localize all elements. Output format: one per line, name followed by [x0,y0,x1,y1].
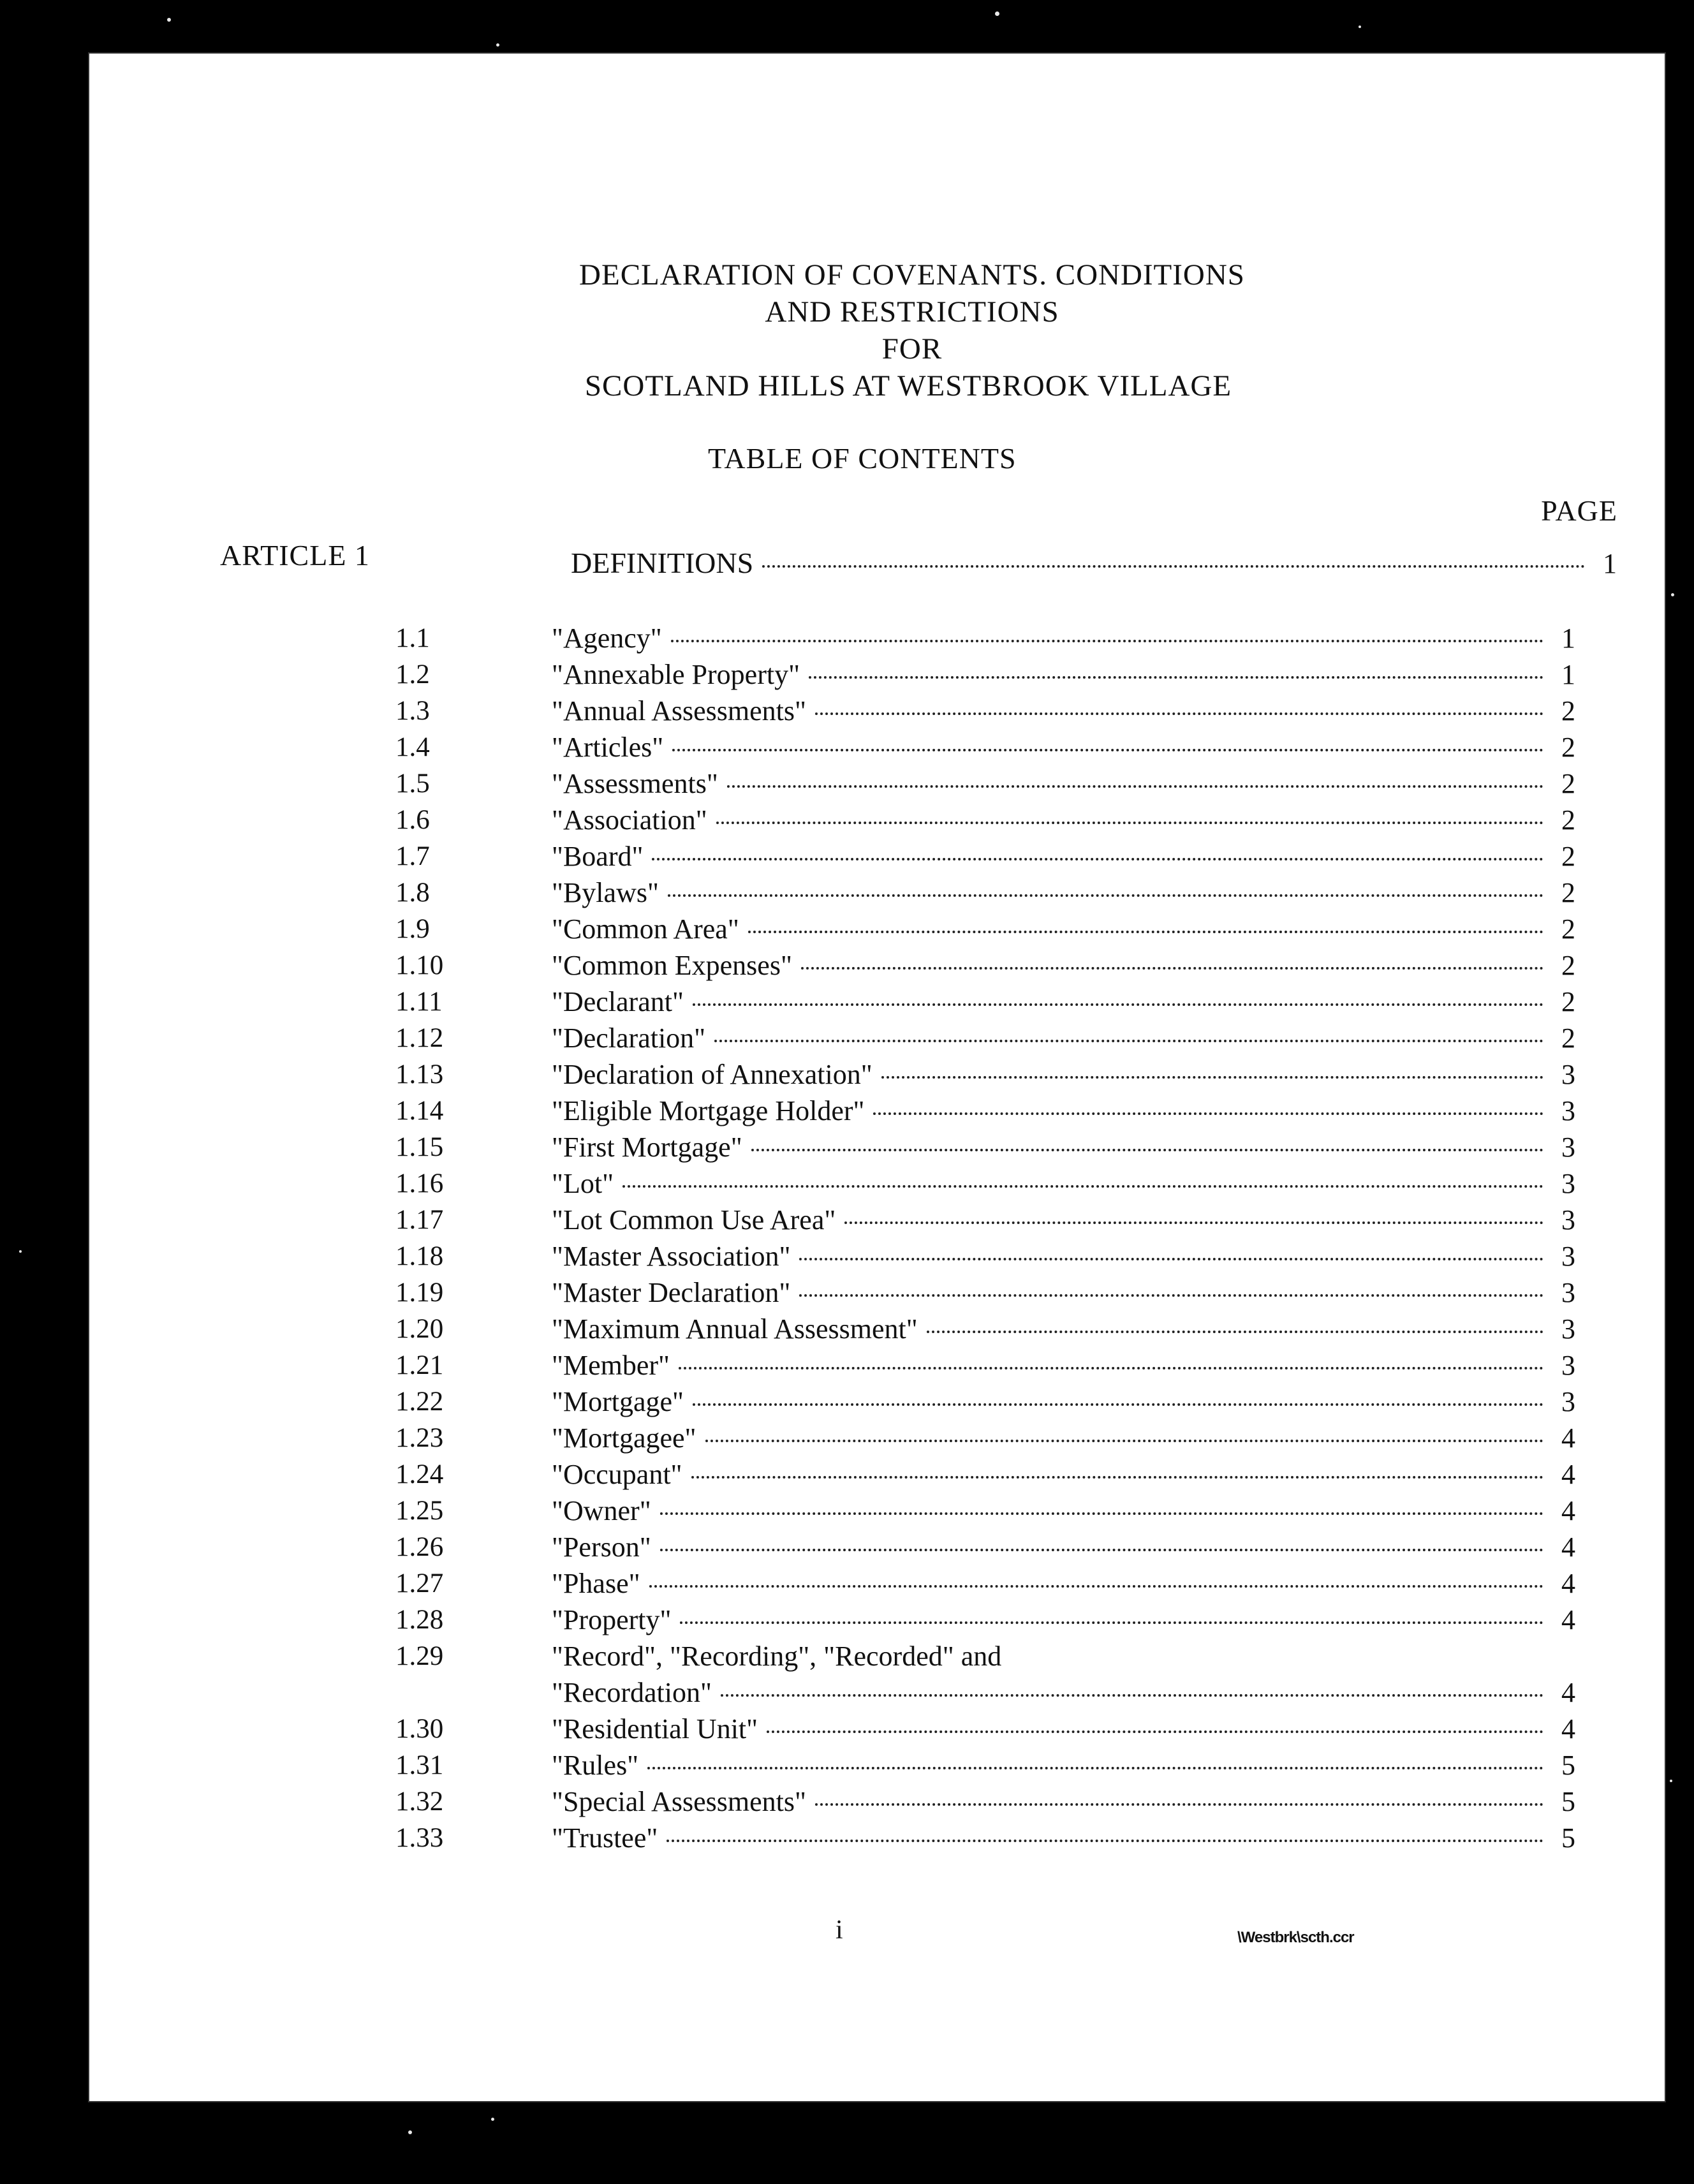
toc-entry [89,1129,1665,1165]
entry-page-number: 3 [1561,1277,1575,1308]
toc-entry [89,874,1665,911]
scan-speck [1359,26,1361,28]
entry-number: 1.15 [395,1132,444,1162]
footer-page-number: i [836,1915,843,1945]
entry-body [552,1238,1575,1274]
entry-term: "Person" [552,1531,651,1563]
dot-leader [751,1149,1543,1151]
dot-leader [671,640,1543,642]
dot-leader [647,1767,1543,1769]
entry-term: "Maximum Annual Assessment" [552,1313,918,1345]
entry-page-number: 4 [1561,1495,1575,1526]
toc-entry [89,1165,1665,1202]
entry-number: 1.33 [395,1823,444,1853]
entry-term: "Articles" [552,732,664,763]
entry-body [552,1274,1575,1311]
dot-leader [652,858,1543,860]
entry-body [552,1165,1575,1202]
entry-page-number: 5 [1561,1786,1575,1817]
entry-body [552,1347,1575,1383]
entry-number: 1.4 [395,732,430,762]
entry-page-number: 2 [1561,1022,1575,1054]
entry-page-number: 3 [1561,1350,1575,1381]
entry-number: 1.26 [395,1532,444,1562]
entry-number: 1.14 [395,1096,444,1126]
entry-page-number: 2 [1561,877,1575,908]
entry-term: "Eligible Mortgage Holder" [552,1095,865,1126]
entry-number: 1.29 [395,1641,444,1671]
entry-number: 1.20 [395,1314,444,1344]
dot-leader [801,967,1543,970]
toc-entry [89,911,1665,947]
dot-leader [799,1294,1543,1297]
entry-term: "Master Declaration" [552,1277,791,1308]
toc-entry [89,729,1665,765]
dot-leader [815,712,1543,715]
dot-leader [691,1476,1543,1479]
document-title [89,256,1665,404]
entry-number: 1.32 [395,1787,444,1817]
entry-body [552,1311,1575,1347]
article-label: ARTICLE 1 [220,539,370,572]
entry-term: "Master Association" [552,1241,791,1272]
entry-term-line1: "Record", "Recording", "Recorded" and [552,1641,1002,1672]
toc-entry [89,1020,1665,1056]
entry-number: 1.8 [395,878,430,908]
entry-number: 1.22 [395,1387,444,1417]
entry-term: "Lot Common Use Area" [552,1204,836,1236]
dot-leader [727,785,1543,788]
article-page-number: 1 [1603,548,1617,579]
toc-entry [89,1456,1665,1493]
entry-body [552,765,1575,802]
dot-leader [873,1112,1543,1115]
entry-page-number: 3 [1561,1313,1575,1345]
entry-page-number: 2 [1561,841,1575,872]
entry-page-number: 3 [1561,1241,1575,1272]
entry-term: "Property" [552,1604,672,1635]
entry-page-number: 2 [1561,950,1575,981]
entry-body [552,984,1575,1020]
dot-leader [927,1331,1543,1333]
entry-body [552,1783,1575,1820]
entry-term: "Common Area" [552,913,739,945]
toc-entry [89,1347,1665,1383]
entry-number: 1.5 [395,769,430,799]
entry-page-number: 5 [1561,1822,1575,1854]
entry-body [552,1529,1575,1565]
dot-leader [716,822,1543,824]
entry-term: "Agency" [552,623,662,654]
toc-entry [89,656,1665,693]
entry-page-number: 3 [1561,1204,1575,1236]
scan-speck [1671,593,1674,596]
entry-body [552,1565,1575,1602]
title-line: FOR [881,332,943,365]
title-line: SCOTLAND HILLS AT WESTBROOK VILLAGE [584,369,1232,402]
entry-number: 1.2 [395,660,430,690]
entry-number: 1.11 [395,987,443,1017]
entry-number: 1.3 [395,696,430,726]
entry-term: "Trustee" [552,1822,658,1854]
entry-page-number: 4 [1561,1677,1575,1708]
title-line: AND RESTRICTIONS [765,295,1059,328]
entry-page-number: 2 [1561,986,1575,1017]
entry-term-line2: "Recordation" [552,1677,712,1708]
entry-page-number: 5 [1561,1750,1575,1781]
entry-body [552,1020,1575,1056]
scan-speck [1670,1780,1672,1782]
dot-leader [714,1040,1543,1042]
dot-leader [799,1258,1543,1260]
dot-leader [815,1803,1543,1806]
entry-page-number: 2 [1561,913,1575,945]
entry-term: "Declaration of Annexation" [552,1059,873,1090]
entry-term: "Lot" [552,1168,614,1199]
entry-term: "Bylaws" [552,877,659,908]
dot-leader [748,931,1543,933]
entry-term: "First Mortgage" [552,1132,742,1163]
entry-number: 1.19 [395,1278,444,1308]
toc-entry [89,838,1665,874]
entry-number: 1.13 [395,1059,444,1089]
entry-term: "Association" [552,804,707,836]
entry-body [552,1602,1575,1638]
entry-body [552,1820,1575,1856]
scan-speck [167,18,171,22]
toc-entry [89,984,1665,1020]
entry-term: "Common Expenses" [552,950,792,981]
entry-page-number: 1 [1561,659,1575,690]
entry-term: "Annexable Property" [552,659,800,690]
entry-page-number: 3 [1561,1059,1575,1090]
entry-number: 1.17 [395,1205,444,1235]
entry-page-number: 4 [1561,1568,1575,1599]
entry-body [552,911,1575,947]
toc-entry [89,1420,1665,1456]
entry-term: "Mortgage" [552,1386,684,1417]
document-page [89,54,1665,2101]
toc-entry [89,1711,1665,1747]
entry-body [552,693,1575,729]
entry-page-number: 1 [1561,623,1575,654]
page-column-header: PAGE [1541,494,1617,527]
dot-leader [705,1440,1543,1442]
article-title-row [571,546,1617,584]
toc-entry [89,1202,1665,1238]
entry-term: "Declaration" [552,1022,706,1054]
entry-body [552,1202,1575,1238]
entry-number: 1.7 [395,841,430,871]
scan-speck [995,11,999,16]
entry-term: "Member" [552,1350,670,1381]
entry-page-number: 2 [1561,768,1575,799]
entry-number: 1.12 [395,1023,444,1053]
entry-number: 1.6 [395,805,430,835]
entry-body [552,1493,1575,1529]
entry-term: "Phase" [552,1568,640,1599]
dot-leader [679,1367,1543,1369]
entry-body [552,947,1575,984]
entry-number: 1.10 [395,950,444,980]
entry-body [552,1093,1575,1129]
toc-entry [89,693,1665,729]
entry-number: 1.18 [395,1241,444,1271]
toc-heading: TABLE OF CONTENTS [708,442,1017,475]
dot-leader [721,1694,1543,1697]
entry-page-number: 4 [1561,1604,1575,1635]
entry-number: 1.31 [395,1750,444,1780]
entry-term: "Assessments" [552,768,718,799]
entry-number: 1.27 [395,1568,444,1598]
dot-leader [667,1840,1543,1842]
entry-body [552,620,1575,656]
dot-leader [680,1621,1543,1624]
dot-leader [762,565,1585,568]
entry-number: 1.30 [395,1714,444,1744]
dot-leader [672,749,1543,751]
footer-file-path: \Westbrk\scth.ccr [1237,1929,1354,1946]
entry-body [552,656,1575,693]
scan-speck [496,43,499,47]
toc-entry [89,1493,1665,1529]
entry-term: "Occupant" [552,1459,682,1490]
entry-body [552,1747,1575,1783]
dot-leader [622,1185,1543,1188]
toc-entry [89,1565,1665,1602]
entry-term: "Mortgagee" [552,1422,696,1454]
entry-term: "Board" [552,841,644,872]
dot-leader [660,1512,1543,1515]
entry-body [552,1420,1575,1456]
toc-entry [89,1783,1665,1820]
toc-entry [89,1311,1665,1347]
entry-number: 1.25 [395,1496,444,1526]
entry-term: "Rules" [552,1750,639,1781]
entry-body [552,1711,1575,1747]
dot-leader [844,1221,1543,1224]
toc-entry [89,1602,1665,1638]
entry-body [552,838,1575,874]
dot-leader [649,1585,1543,1588]
entry-body [552,1456,1575,1493]
entry-page-number: 3 [1561,1095,1575,1126]
entry-page-number: 4 [1561,1459,1575,1490]
entry-number: 1.24 [395,1459,444,1489]
toc-entry [89,947,1665,984]
dot-leader [881,1076,1543,1079]
entry-number: 1.9 [395,914,430,944]
dot-leader [767,1730,1543,1733]
title-line: DECLARATION OF COVENANTS. CONDITIONS [579,258,1245,291]
toc-entry [89,1093,1665,1129]
article-title: DEFINITIONS [571,547,754,579]
dot-leader [693,1403,1543,1406]
entry-body [552,1674,1575,1711]
toc-entry [89,1056,1665,1093]
entry-body [552,874,1575,911]
toc-entry [89,1638,1665,1711]
dot-leader [660,1549,1543,1551]
scan-speck [408,2130,412,2134]
dot-leader [668,894,1543,897]
entry-number: 1.28 [395,1605,444,1635]
entry-term: "Declarant" [552,986,684,1017]
entry-page-number: 4 [1561,1531,1575,1563]
scan-speck [491,2118,494,2121]
entry-page-number: 2 [1561,695,1575,727]
entry-number: 1.23 [395,1423,444,1453]
toc-entry [89,1274,1665,1311]
entry-term: "Annual Assessments" [552,695,806,727]
entry-body [552,1129,1575,1165]
dot-leader [809,676,1543,679]
entry-page-number: 4 [1561,1422,1575,1454]
entry-page-number: 3 [1561,1132,1575,1163]
scan-speck [19,1250,22,1253]
entry-page-number: 4 [1561,1713,1575,1745]
toc-entry [89,1383,1665,1420]
entry-body [552,1056,1575,1093]
entry-term: "Special Assessments" [552,1786,806,1817]
entry-page-number: 3 [1561,1386,1575,1417]
entry-number: 1.1 [395,623,430,653]
entry-number: 1.16 [395,1169,444,1199]
entry-page-number: 2 [1561,732,1575,763]
toc-entry [89,1529,1665,1565]
toc-entry [89,765,1665,802]
toc-entry [89,802,1665,838]
entry-page-number: 3 [1561,1168,1575,1199]
entry-number: 1.21 [395,1350,444,1380]
entry-term: "Owner" [552,1495,651,1526]
entry-term: "Residential Unit" [552,1713,758,1745]
entry-body [552,802,1575,838]
toc-entry [89,1747,1665,1783]
toc-entry [89,1820,1665,1856]
toc-entry [89,620,1665,656]
toc-entry [89,1238,1665,1274]
entry-body [552,729,1575,765]
dot-leader [693,1003,1543,1006]
entry-body [552,1383,1575,1420]
entry-page-number: 2 [1561,804,1575,836]
